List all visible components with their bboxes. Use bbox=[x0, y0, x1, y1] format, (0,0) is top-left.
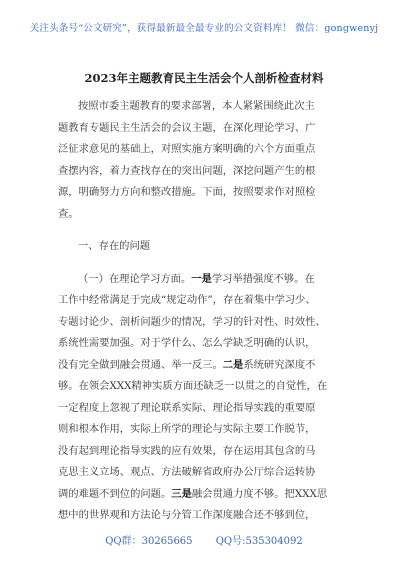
subsection-label: （一）在理论学习方面。 bbox=[78, 272, 192, 285]
paragraph-line: 则和根本作用，实际上所学的理论与实际主要工作脱节， bbox=[58, 423, 316, 435]
point-marker: 二是 bbox=[222, 358, 244, 371]
section-heading: 一、存在的问题 bbox=[78, 240, 151, 252]
intro-line: 查。 bbox=[58, 207, 79, 220]
paragraph-line: 没有起到理论指导实践的应有效果，存在运用其包含的马 bbox=[58, 444, 316, 457]
line-text: 没有完全做到融会贯通、举一反三。 bbox=[58, 358, 223, 371]
paragraph-line: 工作中经常满足于完成“规定动作”，存在着集中学习少、 bbox=[58, 294, 316, 306]
paragraph-line bbox=[58, 355, 354, 377]
document-body bbox=[58, 96, 354, 527]
paragraph-line: 专题讨论少、剖析问题少的情况，学习的针对性、时效性、 bbox=[58, 315, 326, 328]
paragraph-line: 克思主义立场、观点、方法破解省政府办公厅综合运转协 bbox=[58, 466, 316, 478]
intro-line: 泛征求意见的基础上，对照实施方案明确的六个方面重点 bbox=[58, 143, 316, 155]
theory-study-paragraph bbox=[58, 269, 354, 527]
qq-group-link[interactable]: QQ群：30265665 bbox=[105, 536, 193, 547]
intro-line: 题教育专题民主生活会的会议主题，在深化理论学习、广 bbox=[58, 121, 316, 134]
point-marker: 三是 bbox=[171, 487, 192, 500]
line-text: 学习举措强度不够。在 bbox=[211, 272, 315, 285]
line-text: 调的难题不到位的问题。 bbox=[58, 487, 172, 500]
line-text: 融会贯通力度不够。把XXX思 bbox=[191, 487, 328, 500]
paragraph-line: 系统性需要加强。对于学什么、怎么学缺乏明确的认识， bbox=[58, 337, 316, 349]
paragraph-line bbox=[58, 269, 354, 291]
paragraph-line: 够。在领会XXX精神实质方面还缺乏一以贯之的自觉性，在 bbox=[58, 380, 328, 392]
intro-paragraph bbox=[58, 96, 354, 225]
paragraph-line: 一定程度上忽视了理论联系实际、理论指导实践的重要原 bbox=[58, 401, 316, 414]
header-promo-link[interactable]: 关注头条号“公文研究”，获得最新最全最专业的公文资料库！ 微信：gongwenyj bbox=[29, 23, 379, 34]
line-text: 系统研究深度不 bbox=[243, 358, 316, 371]
paragraph-line bbox=[58, 484, 354, 506]
paragraph-line: 想中的世界观和方法论与分管工作深度融合还不够到位， bbox=[58, 509, 316, 521]
intro-line: 源，明确努力方向和整改措施。下面，按照要求作对照检 bbox=[58, 186, 316, 198]
point-marker: 一是 bbox=[191, 272, 212, 285]
qq-number-link[interactable]: QQ号:535304092 bbox=[215, 536, 303, 547]
intro-line: 查摆内容，着力查找存在的突出问题，深挖问题产生的根 bbox=[58, 164, 316, 177]
document-title: 2023年主题教育民主生活会个人剖析检查材料 bbox=[84, 71, 324, 85]
intro-line: 按照市委主题教育的要求部署，本人紧紧围绕此次主 bbox=[78, 100, 315, 112]
footer-contact bbox=[0, 532, 408, 547]
